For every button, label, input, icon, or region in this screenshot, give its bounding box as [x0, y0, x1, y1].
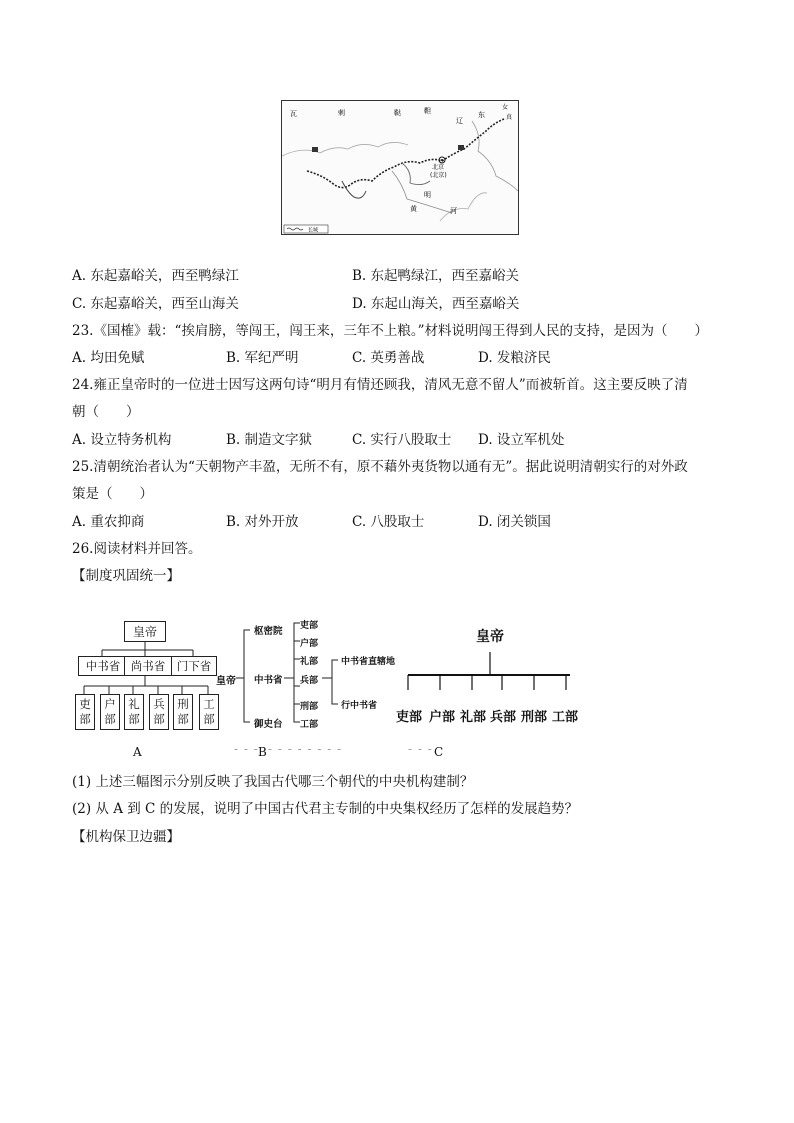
q25-stem-line1: 25.清朝统治者认为“天朝物产丰盈，无所不有，原不藉外夷货物以通有无”。据此说明清朝实行的对外政 — [72, 459, 688, 475]
diagram-a-shangshu: 尚书省 — [124, 656, 172, 676]
q26-subquestion-2: (2) 从 A 到 C 的发展，说明了中国古代君主专制的中央集权经历了怎样的发展趋势？ — [72, 801, 579, 817]
diagram-b — [214, 618, 404, 738]
section-heading-system: 【制度巩固统一】 — [72, 568, 180, 584]
diagram-c-ministry-gong: 工部 — [552, 710, 579, 725]
diagram-b-ministry-rites: 礼部 — [300, 657, 319, 667]
diagram-c-caption-dots: - - - — [408, 742, 433, 756]
q22-option-c: C. 东起嘉峪关，西至山海关 — [72, 296, 239, 312]
map-label-beijing-paren: (北京) — [430, 172, 447, 179]
map-label-da: 鞑 — [394, 109, 401, 117]
diagram-a — [70, 618, 220, 738]
diagram-c-ministry-hu: 户部 — [429, 710, 456, 725]
diagram-b-emperor: 皇帝 — [216, 676, 236, 687]
q22-option-b: B. 东起鸭绿江，西至嘉峪关 — [352, 268, 520, 284]
diagram-c-ministry-xing: 刑部 — [521, 710, 548, 725]
diagram-a-ministry-xing: 刑 部 — [173, 694, 193, 730]
map-label-huang: 黄 — [410, 205, 417, 213]
map-label-beijing: 北京 — [432, 164, 445, 171]
q26-subquestion-1: (1) 上述三幅图示分别反映了我国古代哪三个朝代的中央机构建制？ — [72, 774, 474, 790]
map-label-dong: 东 — [478, 111, 485, 119]
diagram-b-ministry-li: 吏部 — [300, 621, 319, 631]
diagram-a-ministry-bing: 兵 部 — [149, 694, 169, 730]
diagram-b-caption-dots-left: - - - — [234, 742, 259, 756]
diagram-a-ministry-hu: 户 部 — [100, 694, 120, 730]
map-label-dan: 靼 — [424, 107, 431, 115]
q23-option-c: C. 英勇善战 — [352, 350, 425, 366]
q22-option-a: A. 东起嘉峪关，西至鸭绿江 — [72, 268, 239, 284]
map-figure — [281, 100, 519, 235]
map-label-zhen: 真 — [506, 114, 513, 121]
diagram-c-caption: C — [434, 745, 444, 759]
diagram-b-caption-dots-right: - - - - - - - - — [268, 742, 343, 756]
map-label-nv: 女 — [502, 104, 509, 111]
q24-option-b: B. 制造文字狱 — [226, 432, 313, 448]
q23-option-b: B. 军纪严明 — [226, 350, 299, 366]
diagram-a-ministry-li: 吏 部 — [75, 694, 95, 730]
map-label-he: 河 — [450, 207, 457, 215]
diagram-b-zhongshu: 中书省 — [254, 675, 283, 686]
q24-option-c: C. 实行八股取士 — [352, 432, 452, 448]
q23-stem: 23.《国榷》载：“挨肩膀，等闯王，闯王来，三年不上粮。”材料说明闯王得到人民的支持，是因为（ ） — [72, 323, 709, 339]
diagram-b-ministry-hu: 户部 — [300, 639, 319, 649]
q25-option-a: A. 重农抑商 — [72, 514, 145, 530]
diagram-b-shumiyuan: 枢密院 — [254, 626, 283, 637]
diagram-a-menxia: 门下省 — [171, 656, 217, 676]
diagram-b-ministry-bing: 兵部 — [300, 676, 319, 686]
diagram-b-provincial-secretariat: 行中书省 — [341, 701, 378, 711]
q25-option-b: B. 对外开放 — [226, 514, 299, 530]
diagram-b-yushitai: 御史台 — [254, 719, 283, 730]
diagram-b-ministry-xing: 刑部 — [300, 702, 319, 712]
diagram-b-caption: B — [258, 745, 267, 759]
map-label-la: 剌 — [338, 109, 345, 117]
diagram-c-emperor: 皇帝 — [476, 629, 504, 645]
map-label-ming: 明 — [424, 191, 431, 199]
map-label-liao: 辽 — [456, 117, 463, 125]
diagram-a-zhongshu: 中书省 — [78, 656, 128, 676]
q24-option-d: D. 设立军机处 — [478, 432, 565, 448]
map-label-wa: 瓦 — [290, 110, 297, 118]
diagram-a-ministry-gong: 工 部 — [199, 694, 219, 730]
diagram-b-ministry-gong: 工部 — [300, 720, 319, 730]
diagram-c — [394, 622, 584, 732]
section-heading-border: 【机构保卫边疆】 — [72, 829, 180, 845]
q23-option-d: D. 发粮济民 — [478, 350, 551, 366]
ming-great-wall-map — [282, 101, 518, 234]
q22-option-d: D. 东起山海关，西至嘉峪关 — [352, 296, 520, 312]
q24-stem-line1: 24.雍正皇帝时的一位进士因写这两句诗“明月有情还顾我，清风无意不留人”而被斩首。这主要反映了清 — [72, 377, 688, 393]
diagram-b-direct-territory: 中书省直辖地 — [341, 657, 396, 667]
q25-option-c: C. 八股取士 — [352, 514, 425, 530]
diagram-c-ministry-li: 吏部 — [396, 710, 423, 725]
diagram-c-ministry-bing: 兵部 — [490, 710, 517, 725]
q25-stem-line2: 策是（ ） — [72, 486, 153, 502]
map-legend-great-wall: 长城 — [308, 227, 319, 234]
q23-option-a: A. 均田免赋 — [72, 350, 145, 366]
q25-option-d: D. 闭关锁国 — [478, 514, 551, 530]
diagram-c-ministry-rites: 礼部 — [460, 710, 487, 725]
diagram-a-emperor: 皇帝 — [124, 621, 166, 642]
q24-stem-line2: 朝（ ） — [72, 404, 140, 420]
diagram-a-ministry-li-rites: 礼 部 — [124, 694, 144, 730]
q26-stem: 26.阅读材料并回答。 — [72, 541, 202, 557]
diagram-a-caption: A — [133, 745, 142, 759]
q24-option-a: A. 设立特务机构 — [72, 432, 172, 448]
